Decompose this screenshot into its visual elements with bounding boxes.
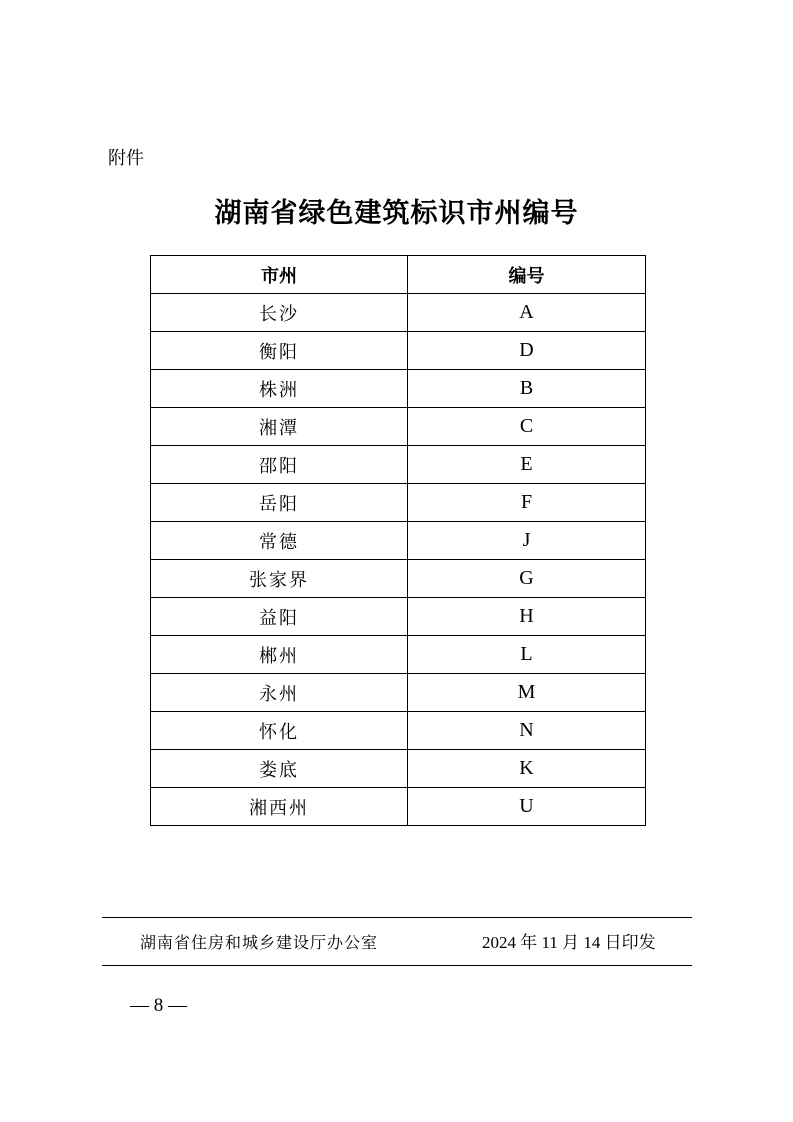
table-row [151, 332, 646, 370]
code-cell: K [408, 750, 646, 788]
city-cell: 常德 [151, 522, 408, 560]
city-cell: 长沙 [151, 294, 408, 332]
code-cell: M [408, 674, 646, 712]
table-row [151, 484, 646, 522]
table-row [151, 674, 646, 712]
code-cell: L [408, 636, 646, 674]
code-cell: D [408, 332, 646, 370]
code-cell: H [408, 598, 646, 636]
city-cell: 永州 [151, 674, 408, 712]
city-cell: 怀化 [151, 712, 408, 750]
table-row [151, 446, 646, 484]
footer-bottom-rule [102, 965, 692, 966]
table-row [151, 598, 646, 636]
page-number: — 8 — [130, 995, 187, 1016]
code-cell: U [408, 788, 646, 826]
table-row [151, 788, 646, 826]
city-cell: 邵阳 [151, 446, 408, 484]
code-cell: G [408, 560, 646, 598]
code-cell: J [408, 522, 646, 560]
city-code-table [150, 255, 646, 826]
code-cell: A [408, 294, 646, 332]
city-cell: 湘潭 [151, 408, 408, 446]
table-row [151, 560, 646, 598]
column-header-code: 编号 [408, 256, 646, 294]
table-header-row [151, 256, 646, 294]
footer-top-rule [102, 917, 692, 918]
column-header-city: 市州 [151, 256, 408, 294]
table-row [151, 750, 646, 788]
table-row [151, 408, 646, 446]
table-row [151, 636, 646, 674]
table-row [151, 370, 646, 408]
city-cell: 郴州 [151, 636, 408, 674]
city-cell: 衡阳 [151, 332, 408, 370]
code-cell: N [408, 712, 646, 750]
city-cell: 株洲 [151, 370, 408, 408]
document-title: 湖南省绿色建筑标识市州编号 [214, 198, 579, 229]
table-row [151, 522, 646, 560]
city-cell: 张家界 [151, 560, 408, 598]
table-row [151, 294, 646, 332]
city-cell: 娄底 [151, 750, 408, 788]
city-cell: 湘西州 [151, 788, 408, 826]
code-cell: F [408, 484, 646, 522]
city-cell: 益阳 [151, 598, 408, 636]
footer-issue-date: 2024 年 11 月 14 日印发 [482, 933, 656, 952]
attachment-label: 附件 [108, 148, 144, 169]
code-cell: B [408, 370, 646, 408]
code-cell: C [408, 408, 646, 446]
code-cell: E [408, 446, 646, 484]
footer-issuer: 湖南省住房和城乡建设厅办公室 [140, 933, 379, 952]
city-cell: 岳阳 [151, 484, 408, 522]
table-row [151, 712, 646, 750]
